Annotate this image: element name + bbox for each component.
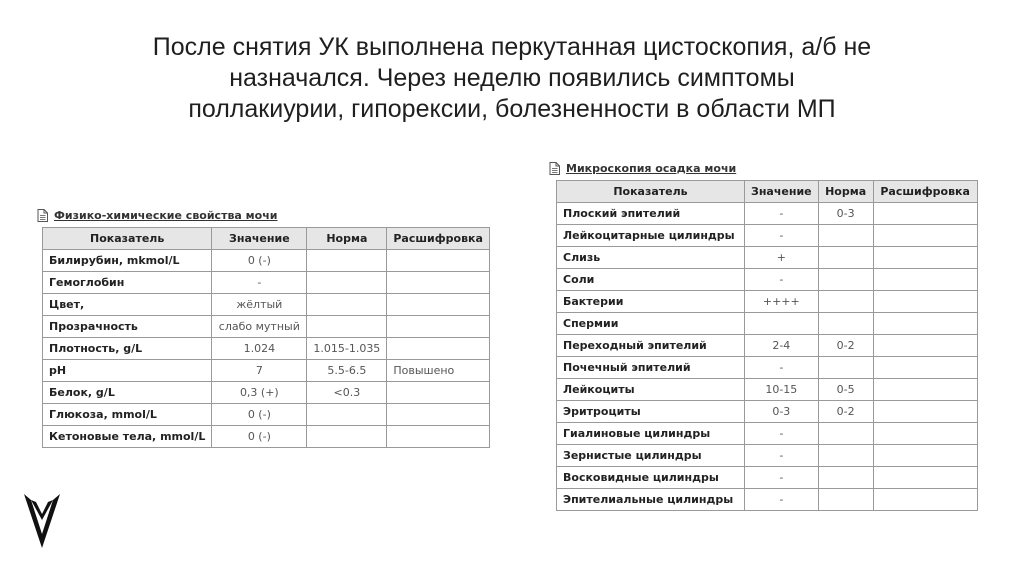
column-header: Расшифровка (873, 181, 977, 203)
interpretation-cell (873, 335, 977, 357)
indicator-cell: pH (43, 360, 212, 382)
norm-cell (818, 291, 873, 313)
indicator-cell: Переходный эпителий (557, 335, 745, 357)
table-row (557, 335, 978, 357)
indicator-cell: Прозрачность (43, 316, 212, 338)
interpretation-cell: Повышено (387, 360, 490, 382)
microscopy-table (556, 180, 978, 511)
title-line: После снятия УК выполнена перкутанная цистоскопия, а/б не (152, 33, 872, 61)
indicator-cell: Плотность, g/L (43, 338, 212, 360)
value-cell: 0 (-) (212, 250, 307, 272)
norm-cell (307, 272, 387, 294)
interpretation-cell (873, 269, 977, 291)
value-cell: 10-15 (745, 379, 819, 401)
v-logo-icon (22, 490, 62, 550)
physchem-block (37, 207, 490, 448)
value-cell: ++++ (745, 291, 819, 313)
column-header: Показатель (557, 181, 745, 203)
interpretation-cell (873, 247, 977, 269)
document-icon (37, 209, 48, 222)
value-cell: - (745, 423, 819, 445)
table-row (43, 250, 490, 272)
interpretation-cell (873, 291, 977, 313)
interpretation-cell (873, 423, 977, 445)
table-row (557, 357, 978, 379)
indicator-cell: Эритроциты (557, 401, 745, 423)
title-line: поллакиурии, гипорексии, болезненности в области МП (188, 95, 836, 123)
interpretation-cell (387, 272, 490, 294)
norm-cell (307, 404, 387, 426)
norm-cell (818, 225, 873, 247)
table-header-row (557, 181, 978, 203)
norm-cell (818, 313, 873, 335)
indicator-cell: Глюкоза, mmol/L (43, 404, 212, 426)
norm-cell: 0-2 (818, 335, 873, 357)
interpretation-cell (873, 203, 977, 225)
norm-cell (307, 250, 387, 272)
table-row (43, 382, 490, 404)
table-row (557, 423, 978, 445)
value-cell: - (745, 269, 819, 291)
value-cell: - (745, 445, 819, 467)
value-cell: + (745, 247, 819, 269)
norm-cell (307, 294, 387, 316)
value-cell: - (745, 203, 819, 225)
indicator-cell: Кетоновые тела, mmol/L (43, 426, 212, 448)
interpretation-cell (387, 426, 490, 448)
indicator-cell: Белок, g/L (43, 382, 212, 404)
interpretation-cell (873, 467, 977, 489)
indicator-cell: Восковидные цилиндры (557, 467, 745, 489)
column-header: Показатель (43, 228, 212, 250)
indicator-cell: Лейкоцитарные цилиндры (557, 225, 745, 247)
indicator-cell: Гемоглобин (43, 272, 212, 294)
value-cell: - (745, 467, 819, 489)
interpretation-cell (873, 313, 977, 335)
table-row (557, 379, 978, 401)
table-row (43, 404, 490, 426)
norm-cell (818, 357, 873, 379)
value-cell: - (212, 272, 307, 294)
value-cell: слабо мутный (212, 316, 307, 338)
value-cell: 2-4 (745, 335, 819, 357)
table-row (557, 313, 978, 335)
indicator-cell: Почечный эпителий (557, 357, 745, 379)
interpretation-cell (387, 250, 490, 272)
interpretation-cell (873, 357, 977, 379)
value-cell: 0-3 (745, 401, 819, 423)
value-cell (745, 313, 819, 335)
value-cell: 0,3 (+) (212, 382, 307, 404)
interpretation-cell (873, 379, 977, 401)
indicator-cell: Билирубин, mkmol/L (43, 250, 212, 272)
value-cell: 1.024 (212, 338, 307, 360)
interpretation-cell (387, 316, 490, 338)
value-cell: 0 (-) (212, 404, 307, 426)
norm-cell: 0-5 (818, 379, 873, 401)
table-row (43, 272, 490, 294)
indicator-cell: Эпителиальные цилиндры (557, 489, 745, 511)
norm-cell (818, 467, 873, 489)
value-cell: 0 (-) (212, 426, 307, 448)
norm-cell (818, 247, 873, 269)
indicator-cell: Цвет, (43, 294, 212, 316)
microscopy-block (549, 160, 978, 511)
norm-cell (818, 269, 873, 291)
indicator-cell: Бактерии (557, 291, 745, 313)
table-row (43, 316, 490, 338)
table-row (557, 269, 978, 291)
column-header: Значение (745, 181, 819, 203)
interpretation-cell (873, 445, 977, 467)
norm-cell: <0.3 (307, 382, 387, 404)
microscopy-caption[interactable] (549, 160, 978, 176)
table-row (557, 489, 978, 511)
document-icon (549, 162, 560, 175)
table-header-row (43, 228, 490, 250)
title-line: назначался. Через неделю появились симптомы (229, 64, 795, 92)
norm-cell (818, 423, 873, 445)
interpretation-cell (873, 401, 977, 423)
table-row (43, 338, 490, 360)
value-cell: - (745, 225, 819, 247)
table-row (43, 360, 490, 382)
caption-text: Физико-химические свойства мочи (54, 208, 278, 222)
norm-cell (818, 489, 873, 511)
interpretation-cell (873, 225, 977, 247)
interpretation-cell (387, 404, 490, 426)
table-row (557, 291, 978, 313)
table-row (557, 401, 978, 423)
value-cell: жёлтый (212, 294, 307, 316)
table-row (557, 445, 978, 467)
table-row (557, 225, 978, 247)
norm-cell (307, 316, 387, 338)
slide-title (60, 32, 964, 125)
norm-cell: 0-3 (818, 203, 873, 225)
norm-cell (818, 445, 873, 467)
interpretation-cell (387, 382, 490, 404)
value-cell: - (745, 357, 819, 379)
table-row (43, 426, 490, 448)
norm-cell (307, 426, 387, 448)
caption-text: Микроскопия осадка мочи (566, 161, 737, 175)
indicator-cell: Слизь (557, 247, 745, 269)
indicator-cell: Лейкоциты (557, 379, 745, 401)
table-row (557, 467, 978, 489)
table-row (557, 203, 978, 225)
column-header: Значение (212, 228, 307, 250)
indicator-cell: Зернистые цилиндры (557, 445, 745, 467)
value-cell: 7 (212, 360, 307, 382)
value-cell: - (745, 489, 819, 511)
indicator-cell: Спермии (557, 313, 745, 335)
norm-cell: 5.5-6.5 (307, 360, 387, 382)
table-row (43, 294, 490, 316)
interpretation-cell (387, 294, 490, 316)
table-row (557, 247, 978, 269)
norm-cell: 0-2 (818, 401, 873, 423)
indicator-cell: Гиалиновые цилиндры (557, 423, 745, 445)
interpretation-cell (387, 338, 490, 360)
column-header: Норма (307, 228, 387, 250)
norm-cell: 1.015-1.035 (307, 338, 387, 360)
interpretation-cell (873, 489, 977, 511)
column-header: Расшифровка (387, 228, 490, 250)
indicator-cell: Плоский эпителий (557, 203, 745, 225)
physchem-caption[interactable] (37, 207, 490, 223)
column-header: Норма (818, 181, 873, 203)
physchem-table (42, 227, 490, 448)
indicator-cell: Соли (557, 269, 745, 291)
